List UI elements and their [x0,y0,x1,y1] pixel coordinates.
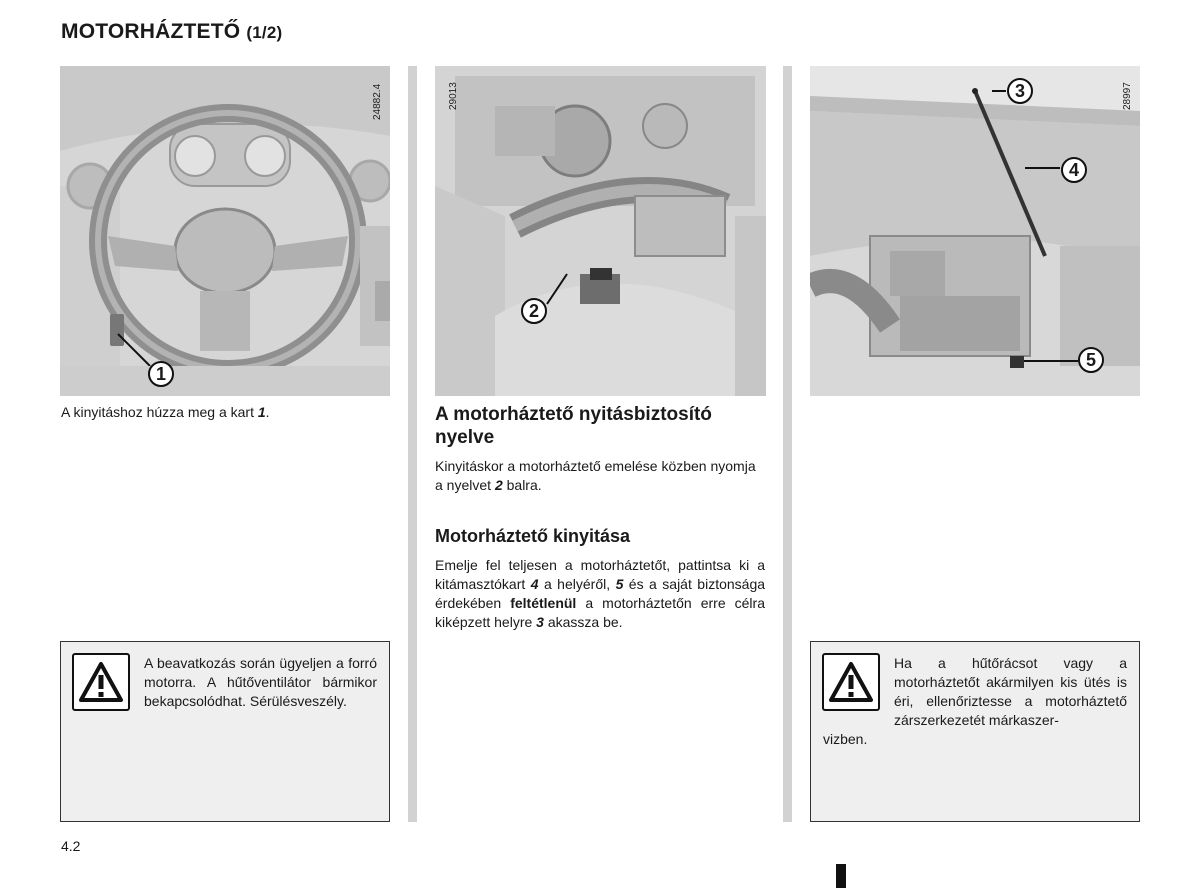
warning-box [810,641,1140,822]
photo-id-label: 28997 [1122,82,1133,110]
section-heading-safety-catch: A motorháztető nyitásbiztosító nyelve [435,404,712,448]
callout-3: 3 [1007,78,1033,104]
reference-number: 5 [615,576,624,592]
steering-wheel-photo [60,66,390,396]
reference-number: 3 [536,614,544,630]
page-number: 4.2 [61,838,81,854]
reference-number: 1 [257,404,266,420]
reference-number: 4 [530,576,539,592]
section-heading-opening: Motorháztető kinyitása [435,526,631,546]
warning-triangle-icon [822,653,880,711]
callout-4: 4 [1061,157,1087,183]
callout-5: 5 [1078,347,1104,373]
page-title [61,20,282,44]
warning-triangle-icon [72,653,130,711]
callout-2: 2 [521,298,547,324]
page-title-sub: (1/2) [246,23,283,42]
emphasis-text: feltétlenül [510,595,577,611]
callout-1: 1 [148,361,174,387]
warning-text: Ha a hűtőrácsot vagy a motorháztetőt akármilyen kis ütés is éri, ellenőriztesse a motorháztető zárszerkezetét márkaszer- [894,655,1127,728]
warning-text-tail: vizben. [823,731,868,747]
column-divider [408,66,417,822]
photo-caption: A kinyitáshoz húzza meg a kart 1. [61,404,270,420]
photo-id-label: 24882.4 [372,83,383,120]
engine-bay-photo [435,66,766,396]
page-title-main: MOTORHÁZTETŐ [61,20,241,43]
column-divider [783,66,792,822]
reference-number: 2 [494,477,503,493]
paragraph-safety-catch: Kinyitáskor a motorháztető emelése közben nyomja a nyelvet 2 balra. [435,458,756,493]
section-marker [836,864,846,888]
warning-text: A beavatkozás során ügyeljen a forró motorra. A hűtőventilátor bármikor bekapcsolódhat. Sérülésveszély. [144,655,377,709]
photo-id-label: 29013 [448,82,459,110]
warning-box [60,641,390,822]
paragraph-opening: Emelje fel teljesen a motorháztetőt, pattintsa ki a kitámasztókart 4 a helyéről, 5 és a saját biztonsága érdekében feltétlenül a motorháztetőn erre célra kiképzett helyre 3 akassza be. [435,557,766,630]
